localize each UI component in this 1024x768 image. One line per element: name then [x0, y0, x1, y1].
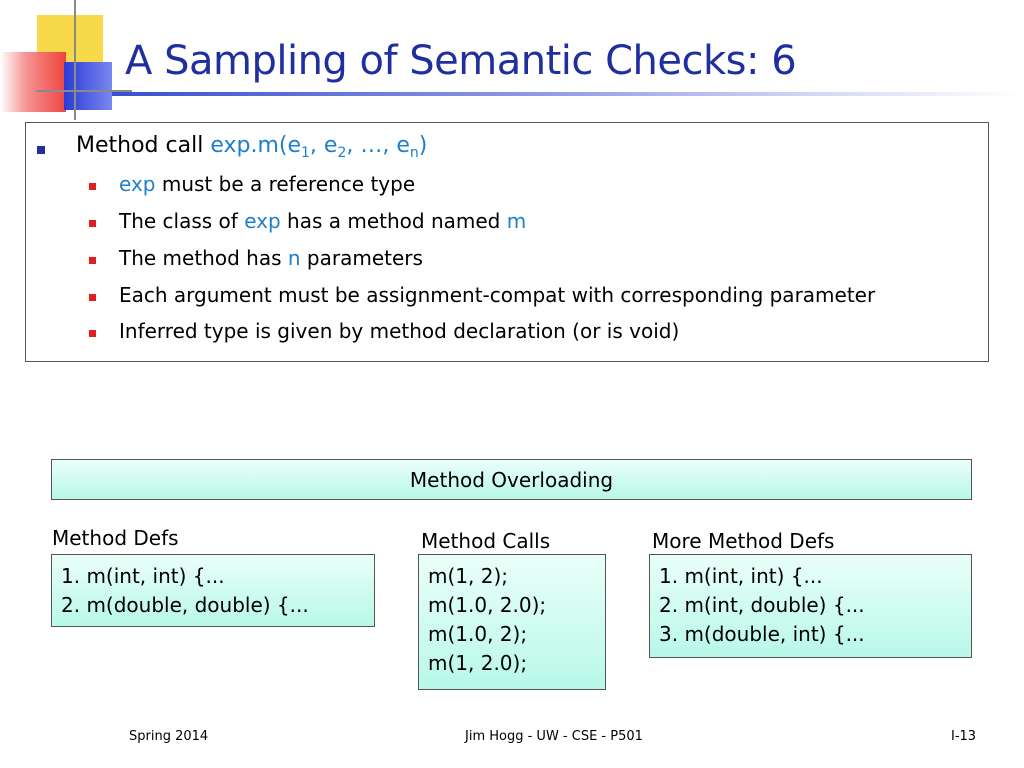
method-defs-box	[51, 554, 375, 627]
sub-bullet-1	[119, 172, 415, 196]
sub-bullet-3	[119, 246, 423, 270]
more-method-def-line: 2. m(int, double) {...	[659, 593, 865, 617]
main-bullet-marker	[37, 146, 45, 154]
method-call-line: m(1, 2.0);	[428, 651, 528, 675]
slide-logo	[0, 0, 130, 125]
code-exp: exp	[244, 209, 281, 233]
footer-author: Jim Hogg - UW - CSE - P501	[465, 729, 643, 744]
method-defs-heading: Method Defs	[52, 526, 179, 550]
more-method-def-line: 1. m(int, int) {...	[659, 564, 823, 588]
method-calls-box	[418, 554, 606, 690]
footer-date: Spring 2014	[129, 729, 209, 744]
code-m: m	[506, 209, 527, 233]
method-def-line: 2. m(double, double) {...	[61, 593, 309, 617]
method-call-line: m(1, 2);	[428, 564, 508, 588]
logo-blue-square	[64, 62, 112, 110]
sub-bullet-text: parameters	[300, 246, 423, 270]
code-part: , e	[309, 133, 338, 158]
main-bullet-text	[76, 133, 427, 161]
code-n: n	[287, 246, 301, 270]
footer-page-number: I-13	[951, 729, 977, 744]
sub-bullet-2	[119, 209, 526, 233]
subscript-1: 1	[301, 145, 310, 161]
slide-title: A Sampling of Semantic Checks: 6	[125, 38, 797, 84]
main-bullet-prefix: Method call	[76, 133, 211, 158]
sub-bullet-marker	[89, 220, 96, 227]
code-part: , …, e	[346, 133, 410, 158]
title-underline	[112, 92, 1022, 96]
sub-bullet-marker	[89, 330, 96, 337]
method-call-code	[210, 133, 428, 161]
code-part: )	[418, 133, 428, 158]
method-calls-heading: Method Calls	[421, 529, 551, 553]
subscript-2: 2	[337, 145, 347, 161]
more-method-def-line: 3. m(double, int) {...	[659, 622, 865, 646]
method-overloading-banner: Method Overloading	[51, 459, 972, 500]
sub-bullet-marker	[89, 183, 96, 190]
sub-bullet-marker	[89, 257, 96, 264]
code-exp: exp	[119, 172, 156, 196]
sub-bullet-5: Inferred type is given by method declaration (or is void)	[119, 319, 680, 343]
code-part: exp.m(e	[210, 133, 301, 158]
method-call-line: m(1.0, 2.0);	[428, 593, 547, 617]
sub-bullet-text: must be a reference type	[155, 172, 416, 196]
more-method-defs-heading: More Method Defs	[652, 529, 835, 553]
sub-bullet-text: The method has	[119, 246, 288, 270]
logo-vertical-line	[74, 0, 76, 120]
method-def-line: 1. m(int, int) {...	[61, 564, 225, 588]
sub-bullet-4: Each argument must be assignment-compat with corresponding parameter	[119, 283, 876, 307]
sub-bullet-marker	[89, 294, 96, 301]
sub-bullet-text: has a method named	[280, 209, 507, 233]
method-call-line: m(1.0, 2);	[428, 622, 528, 646]
sub-bullet-text: The class of	[119, 209, 245, 233]
subscript-n: n	[409, 145, 419, 161]
logo-red-square	[0, 52, 66, 112]
more-method-defs-box	[649, 554, 972, 658]
